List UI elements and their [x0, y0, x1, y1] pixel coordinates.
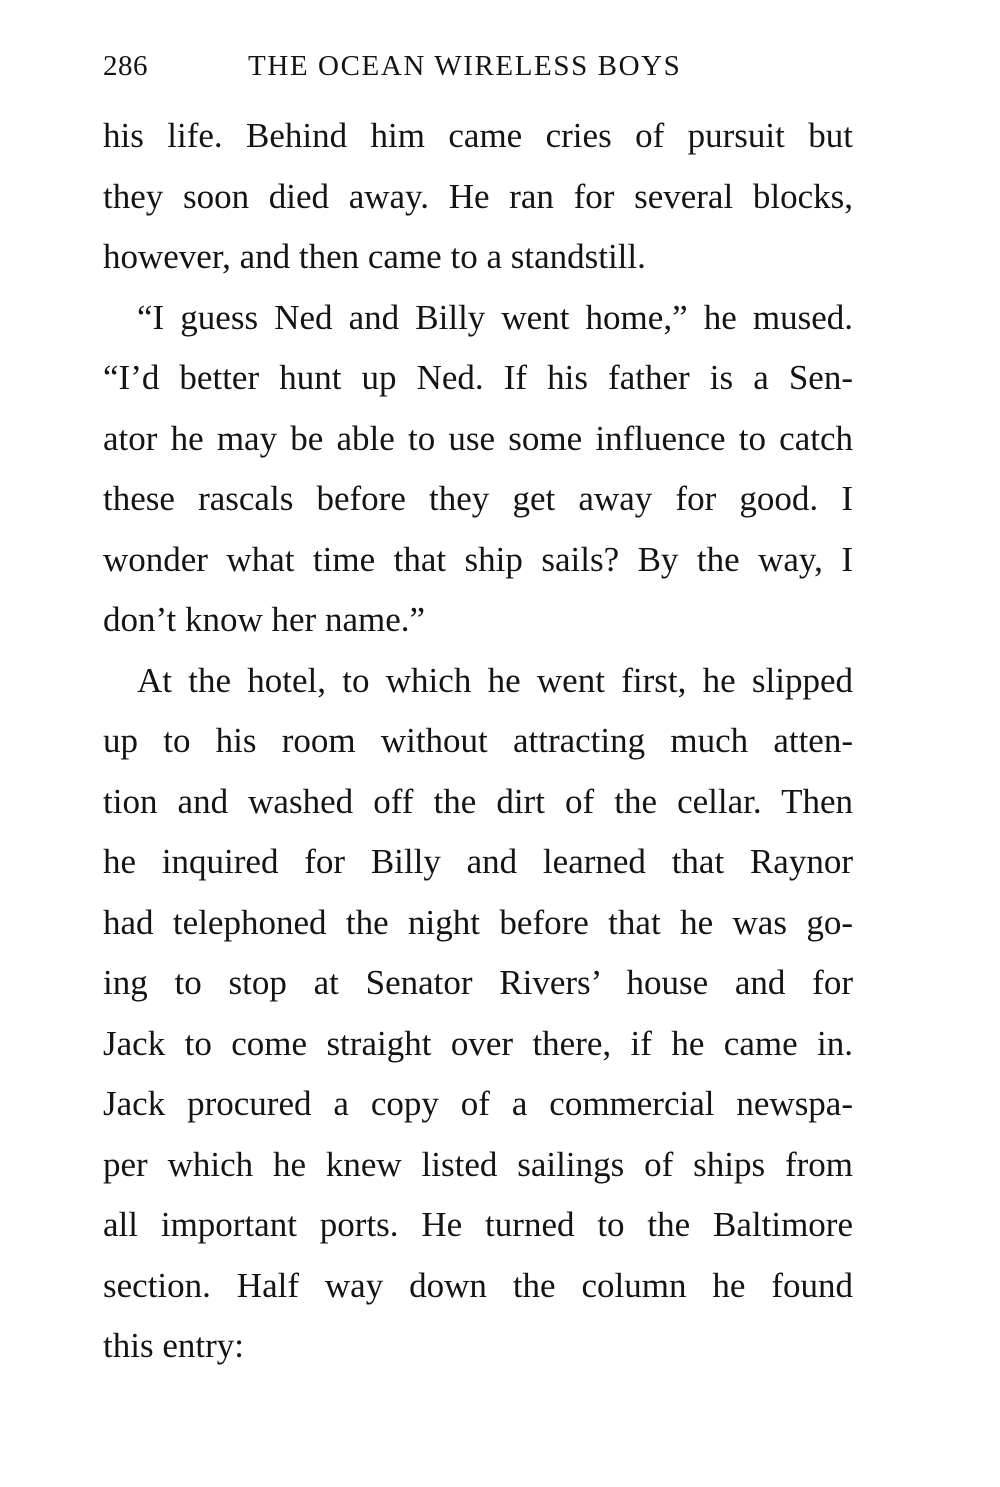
- text-line: At the hotel, to which he went first, he slipped: [137, 660, 853, 700]
- text-line: this entry:: [103, 1326, 244, 1365]
- text-line: ator he may be able to use some influence to catch: [103, 418, 853, 458]
- text-line: these rascals before they get away for good. I: [103, 479, 853, 518]
- text-line: wonder what time that ship sails? By the way, I: [103, 539, 853, 579]
- text-line: had telephoned the night before that he was go-: [103, 902, 853, 942]
- text-line: however, and then came to a standstill.: [103, 237, 646, 276]
- text-line: up to his room without attracting much atten-: [103, 721, 853, 760]
- book-title: THE OCEAN WIRELESS BOYS: [248, 50, 682, 82]
- text-line: they soon died away. He ran for several blocks,: [103, 176, 853, 216]
- text-line: he inquired for Billy and learned that Raynor: [103, 842, 853, 881]
- text-line: “I’d better hunt up Ned. If his father is a Sen-: [103, 358, 853, 397]
- text-line: tion and washed off the dirt of the cellar. Then: [103, 781, 853, 821]
- text-line: all important ports. He turned to the Baltimore: [103, 1205, 853, 1244]
- text-line: “I guess Ned and Billy went home,” he mused.: [137, 297, 853, 337]
- running-head: [103, 50, 863, 90]
- text-line: section. Half way down the column he found: [103, 1265, 853, 1305]
- text-line: his life. Behind him came cries of pursuit but: [103, 116, 853, 155]
- text-line: Jack to come straight over there, if he came in.: [103, 1023, 853, 1063]
- text-line: Jack procured a copy of a commercial newspa-: [103, 1084, 853, 1123]
- page-number: 286: [103, 50, 148, 82]
- body-text: [103, 106, 853, 1377]
- text-line: ing to stop at Senator Rivers’ house and for: [103, 963, 853, 1002]
- text-line: per which he knew listed sailings of ships from: [103, 1144, 853, 1184]
- text-line: don’t know her name.”: [103, 600, 426, 639]
